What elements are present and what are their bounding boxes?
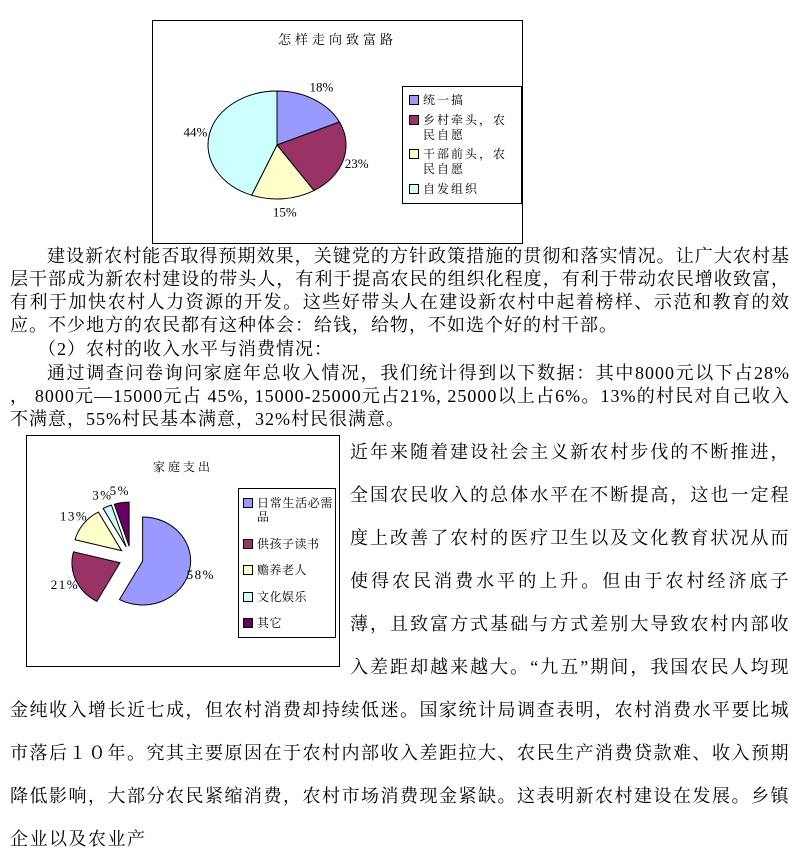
pie-percent-label: 5%	[109, 482, 130, 498]
legend-label: 乡村牵头，农民自愿	[423, 112, 508, 142]
pie-slice-1	[119, 517, 190, 605]
pie-percent-label: 21%	[50, 577, 80, 593]
legend-label: 其它	[257, 616, 283, 630]
legend-item	[409, 147, 519, 177]
pie-percent-label: 15%	[272, 204, 297, 220]
legend-label: 文化娱乐	[257, 589, 308, 604]
legend-label: 统一搞	[423, 93, 466, 107]
pie-percent-label: 18%	[309, 79, 334, 95]
legend-item	[243, 590, 333, 604]
legend-label: 干部前头，农民自愿	[423, 147, 508, 177]
legend-swatch-icon	[409, 184, 419, 194]
paragraph-consumption-block	[10, 431, 790, 861]
legend-item	[409, 93, 519, 108]
legend-swatch-icon	[409, 95, 419, 105]
paragraph-leadership: 建设新农村能否取得预期效果，关键党的方针政策措施的贯彻和落实情况。让广大农村基层干部成为新农村建设的带头人，有利于提高农民的组织化程度，有利于带动农民增收致富，有利于加快农村人力资源的开发。这些好带头人在建设新农村中起着榜样、示范和教育的效应。不少地方的农民都有这种体会：给钱，给物，不如选个好的村干部。	[10, 246, 790, 335]
pie-percent-label: 23%	[344, 155, 369, 171]
pie-percent-label: 44%	[183, 124, 208, 140]
legend-label: 日常生活必需品	[257, 496, 333, 524]
paragraph-consumption: 近年来随着建设社会主义新农村步伐的不断推进，全国农民收入的总体水平在不断提高，这也一定程度上改善了农村的医疗卫生以及文化教育状况从而使得农民消费水平的上升。但由于农村经济底子薄，且致富方式基础与方式差别大导致农村内部收入差距却越来越大。“九五”期间，我国农民人均现金纯收入增长近七成，但农村消费却持续低迷。国家统计局调查表明，农村消费水平要比城市落后１０年。究其主要原因在于农村内部收入差距拉大、农民生产消费贷款难、收入预期降低影响，大部分农民紧缩消费，农村市场消费现金紧缺。这表明新农村建设在发展。乡镇企业以及农业产	[10, 442, 790, 849]
section-heading-income: （2）农村的收入水平与消费情况：	[38, 339, 333, 359]
legend-label: 赡养老人	[257, 563, 308, 577]
legend-label: 自发组织	[423, 181, 480, 196]
chart-title: 家庭支出	[152, 460, 213, 474]
pie-percent-label: 58%	[186, 566, 215, 582]
legend-swatch-icon	[243, 618, 253, 628]
chart-legend	[238, 488, 336, 638]
legend-swatch-icon	[243, 498, 253, 508]
pie-percent-label: 3%	[92, 487, 113, 503]
legend-swatch-icon	[409, 115, 419, 125]
legend-item	[409, 113, 519, 143]
paragraph-income-stats: 通过调查问卷询问家庭年总收入情况，我们统计得到以下数据：其中8000元以下占28% ， 8000元—15000元占 45%, 15000-25000元占21%, 25000以上占6%。13%的村民对自己收入不满意，55%村民基本满意，32%村民很满意。	[10, 363, 790, 429]
chart-legend	[402, 86, 522, 204]
chart-family-expenses[interactable]	[26, 435, 340, 667]
legend-label: 供孩子读书	[257, 536, 320, 551]
pie-percent-label: 13%	[59, 508, 89, 524]
legend-swatch-icon	[243, 539, 253, 549]
legend-item	[243, 616, 333, 630]
legend-item	[243, 537, 333, 551]
pie-slice-2	[72, 552, 120, 601]
legend-item	[243, 563, 333, 577]
legend-item	[409, 182, 519, 197]
chart-wealth-path[interactable]	[152, 20, 523, 244]
chart-title: 怎样走向致富路	[277, 32, 397, 47]
legend-swatch-icon	[243, 592, 253, 602]
legend-item	[243, 496, 333, 524]
legend-swatch-icon	[243, 565, 253, 575]
legend-swatch-icon	[409, 149, 419, 159]
